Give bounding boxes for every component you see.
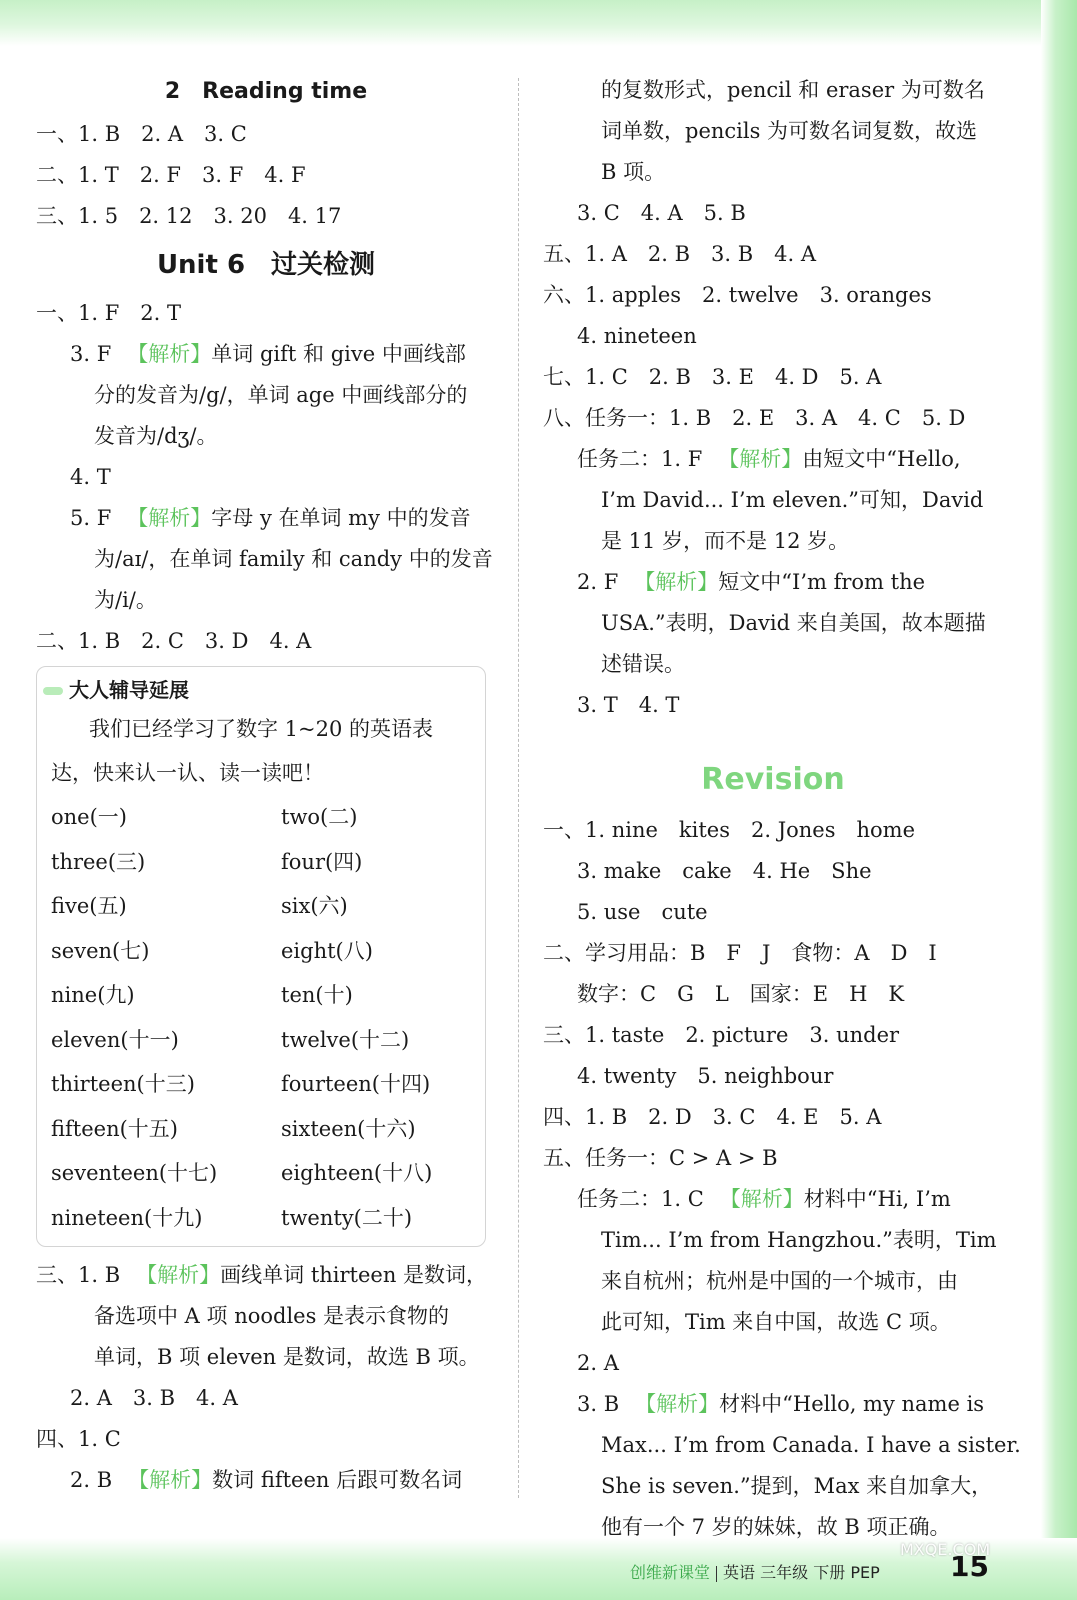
answer-line: 数字：C G L 国家：E H K <box>577 982 905 1006</box>
answer-number: 3. F <box>70 342 112 366</box>
answer-number: 2. B <box>70 1468 113 1492</box>
number-item: sixteen(十六) <box>281 1116 416 1141</box>
analysis-tag: 【解析】 <box>719 1187 804 1211</box>
right-border <box>1041 0 1077 1600</box>
answer-line: 一、1. nine kites 2. Jones home <box>543 818 916 842</box>
analysis-line: 此可知，Tim 来自中国，故选 C 项。 <box>601 1310 951 1334</box>
analysis-tag: 【解析】 <box>718 447 803 471</box>
number-item: seventeen(十七) <box>51 1161 218 1185</box>
revision-heading: Revision <box>701 762 845 797</box>
analysis-tag: 【解析】 <box>136 1263 221 1287</box>
footer-grade: 三年级 <box>760 1563 809 1582</box>
reading-time-heading: 2 Reading time <box>164 79 368 104</box>
parent-guide-title: 大人辅导延展 <box>37 673 485 707</box>
analysis-tag: 【解析】 <box>128 1468 213 1492</box>
number-item: nineteen(十九) <box>51 1205 203 1230</box>
answer-number: 任务二：1. C <box>577 1187 704 1211</box>
analysis-tag: 【解析】 <box>635 1392 720 1416</box>
answer-line: 二、1. T 2. F 3. F 4. F <box>36 163 306 187</box>
footer-edition: PEP <box>850 1563 880 1582</box>
analysis-tag: 【解析】 <box>127 506 212 530</box>
right-column <box>543 70 1021 1548</box>
answer-line <box>543 562 1003 603</box>
analysis-line: 他有一个 7 岁的妹妹，故 B 项正确。 <box>601 1515 951 1539</box>
footer-term: 下册 <box>813 1563 846 1582</box>
number-item: twelve(十二) <box>281 1027 410 1052</box>
analysis-tag: 【解析】 <box>634 570 719 594</box>
title-mark-icon <box>43 687 63 695</box>
analysis-tag: 【解析】 <box>127 342 212 366</box>
page-number: 15 <box>950 1550 989 1583</box>
analysis-text: 材料中“Hi, I’m <box>803 1187 951 1211</box>
number-item: ten(十) <box>281 983 353 1007</box>
analysis-text: 数词 fifteen 后跟可数名词 <box>212 1468 463 1492</box>
footer-subject: 英语 <box>723 1563 756 1582</box>
analysis-line: 发音为/dʒ/。 <box>94 424 218 448</box>
answer-number: 5. F <box>70 506 112 530</box>
analysis-line: 的复数形式，pencil 和 eraser 为可数名 <box>601 78 985 102</box>
answer-line: 4. T <box>70 465 111 489</box>
analysis-text: 短文中“I’m from the <box>718 570 926 594</box>
analysis-line: Max... I’m from Canada. I have a sister. <box>601 1433 1021 1457</box>
answer-line: 一、1. B 2. A 3. C <box>36 122 247 146</box>
answer-line: 3. C 4. A 5. B <box>577 201 746 225</box>
parent-guide-box <box>36 666 486 1247</box>
analysis-line: USA.”表明，David 来自美国，故本题描 <box>601 611 986 635</box>
number-item: six(六) <box>281 894 348 918</box>
answer-line: 五、1. A 2. B 3. B 4. A <box>543 242 817 266</box>
analysis-text: 画线单词 thirteen 是数词， <box>220 1263 488 1287</box>
answer-line: 4. nineteen <box>577 324 697 348</box>
answer-line: 二、学习用品：B F J 食物：A D I <box>543 941 937 965</box>
answer-line: 二、1. B 2. C 3. D 4. A <box>36 629 312 653</box>
analysis-line: 来自杭州；杭州是中国的一个城市，由 <box>601 1269 958 1293</box>
number-item: one(一) <box>51 805 127 829</box>
number-item: nine(九) <box>51 983 135 1007</box>
answer-number: 三、1. B <box>36 1263 121 1287</box>
footer-brand: 创维新课堂 <box>630 1563 711 1582</box>
answer-line <box>36 1460 496 1501</box>
analysis-text: 单词 gift 和 give 中画线部 <box>211 342 466 366</box>
number-item: twenty(二十) <box>281 1205 413 1230</box>
numbers-grid <box>37 795 485 1240</box>
number-item: three(三) <box>51 849 146 874</box>
answer-line: 一、1. F 2. T <box>36 301 182 325</box>
answer-line: 2. A <box>577 1351 619 1375</box>
site-watermark: MXQE.COM <box>900 1540 991 1559</box>
answer-line <box>36 498 496 539</box>
answer-number: 2. F <box>577 570 619 594</box>
answer-line: 八、任务一：1. B 2. E 3. A 4. C 5. D <box>543 406 966 430</box>
answer-line <box>36 1255 496 1296</box>
number-item: eighteen(十八) <box>281 1161 433 1185</box>
analysis-line: 词单数，pencils 为可数名词复数，故选 <box>601 119 978 143</box>
analysis-line: B 项。 <box>601 160 666 184</box>
answer-line: 3. T 4. T <box>577 693 680 717</box>
analysis-line: She is seven.”提到，Max 来自加拿大， <box>601 1474 993 1498</box>
answer-line: 三、1. 5 2. 12 3. 20 4. 17 <box>36 204 342 228</box>
number-item: eleven(十一) <box>51 1027 179 1052</box>
page-footer <box>630 1558 880 1588</box>
analysis-text: 由短文中“Hello, <box>802 447 961 471</box>
analysis-line: 为/i/。 <box>94 588 157 612</box>
number-item: two(二) <box>281 805 358 829</box>
answer-line: 5. use cute <box>577 900 708 924</box>
number-item: fourteen(十四) <box>281 1072 431 1096</box>
left-column <box>36 70 496 1501</box>
analysis-line: 述错误。 <box>601 652 685 676</box>
answer-line: 四、1. C <box>36 1427 121 1451</box>
analysis-line: Tim... I’m from Hangzhou.”表明，Tim <box>601 1228 997 1252</box>
top-border <box>0 0 1077 46</box>
answer-line <box>36 334 496 375</box>
answer-line: 七、1. C 2. B 3. E 4. D 5. A <box>543 365 882 389</box>
analysis-line: I’m David... I’m eleven.”可知，David <box>601 488 984 512</box>
column-divider <box>518 78 519 1498</box>
number-item: four(四) <box>281 849 363 874</box>
answer-line: 4. twenty 5. neighbour <box>577 1064 834 1088</box>
answer-number: 任务二：1. F <box>577 447 703 471</box>
parent-guide-intro: 我们已经学习了数字 1~20 的英语表达，快来认一认、读一读吧！ <box>51 717 434 785</box>
analysis-text: 材料中“Hello, my name is <box>719 1392 985 1416</box>
answer-line <box>543 1384 1003 1425</box>
answer-line <box>543 439 1003 480</box>
analysis-line: 分的发音为/g/，单词 age 中画线部分的 <box>94 383 468 407</box>
analysis-line: 为/aɪ/，在单词 family 和 candy 中的发音 <box>94 547 493 571</box>
footer-separator <box>716 1566 717 1582</box>
number-item: eight(八) <box>281 938 373 963</box>
number-item: thirteen(十三) <box>51 1072 195 1096</box>
unit-heading: Unit 6 过关检测 <box>156 250 376 280</box>
answer-line: 四、1. B 2. D 3. C 4. E 5. A <box>543 1105 882 1129</box>
answer-line: 3. make cake 4. He She <box>577 859 872 883</box>
analysis-line: 备选项中 A 项 noodles 是表示食物的 <box>94 1304 450 1328</box>
answer-line: 六、1. apples 2. twelve 3. oranges <box>543 283 932 307</box>
number-item: fifteen(十五) <box>51 1116 178 1141</box>
analysis-text: 字母 y 在单词 my 中的发音 <box>211 506 471 530</box>
answer-line: 2. A 3. B 4. A <box>70 1386 238 1410</box>
analysis-line: 是 11 岁，而不是 12 岁。 <box>601 529 850 553</box>
answer-line: 三、1. taste 2. picture 3. under <box>543 1023 900 1047</box>
answer-line: 五、任务一：C > A > B <box>543 1146 778 1170</box>
number-item: five(五) <box>51 894 127 918</box>
number-item: seven(七) <box>51 938 150 963</box>
answer-line <box>543 1179 1003 1220</box>
analysis-line: 单词，B 项 eleven 是数词，故选 B 项。 <box>94 1345 480 1369</box>
answer-number: 3. B <box>577 1392 620 1416</box>
